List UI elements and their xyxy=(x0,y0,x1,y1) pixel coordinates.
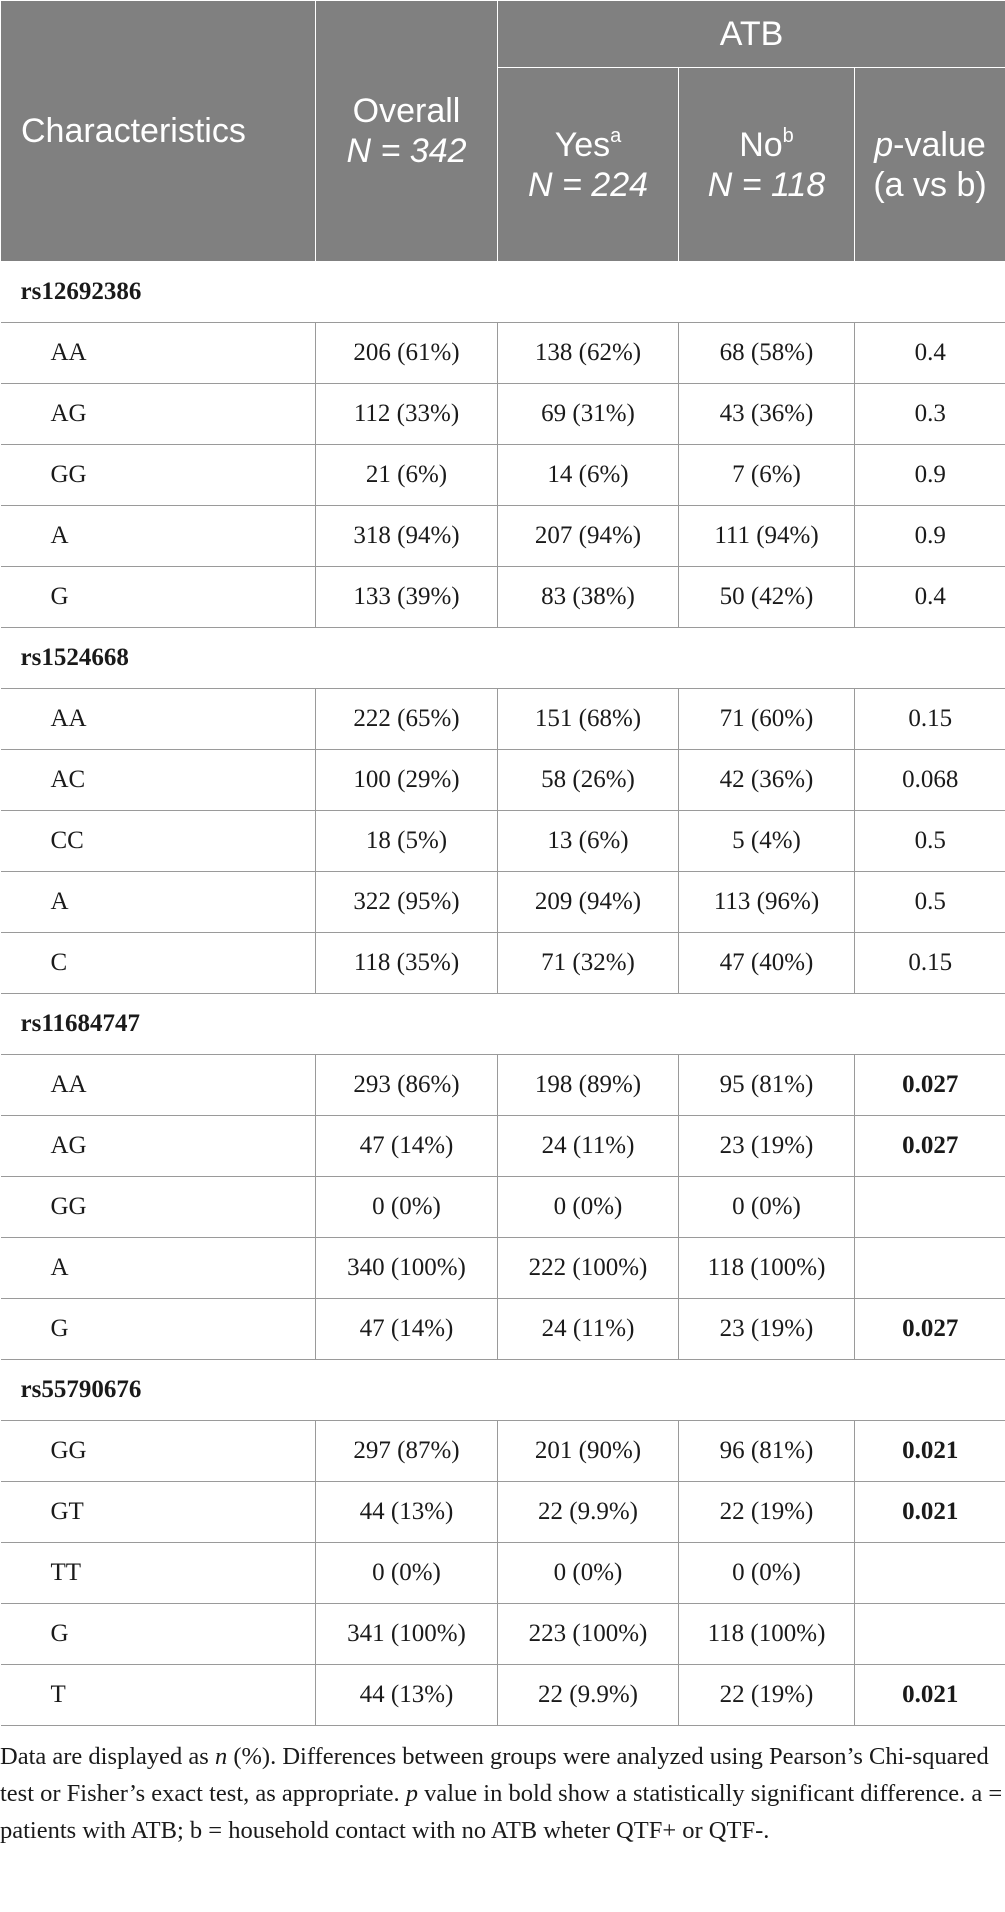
no-value: 95 (81%) xyxy=(679,1055,855,1116)
overall-value: 0 (0%) xyxy=(316,1543,498,1604)
yes-value: 58 (26%) xyxy=(498,750,679,811)
genotype-label: CC xyxy=(1,811,316,872)
header-no-n: N = 118 xyxy=(707,165,826,204)
no-value: 23 (19%) xyxy=(679,1116,855,1177)
p-value: 0.9 xyxy=(855,506,1005,567)
header-overall-n: N = 342 xyxy=(346,132,467,170)
table-row xyxy=(1,323,1005,384)
genotype-label: GT xyxy=(1,1482,316,1543)
footnote-n: n xyxy=(214,1743,228,1770)
header-yes-sup: a xyxy=(610,124,622,147)
yes-value: 13 (6%) xyxy=(498,811,679,872)
table-row xyxy=(1,1299,1005,1360)
genotype-label: G xyxy=(1,1299,316,1360)
no-value: 0 (0%) xyxy=(679,1177,855,1238)
genotype-label: GG xyxy=(1,445,316,506)
table-row xyxy=(1,384,1005,445)
p-value: 0.5 xyxy=(855,811,1005,872)
p-value: 0.027 xyxy=(855,1116,1005,1177)
header-no-sup: b xyxy=(782,124,794,147)
overall-value: 100 (29%) xyxy=(316,750,498,811)
genotype-label: T xyxy=(1,1665,316,1726)
no-value: 7 (6%) xyxy=(679,445,855,506)
yes-value: 222 (100%) xyxy=(498,1238,679,1299)
no-value: 5 (4%) xyxy=(679,811,855,872)
no-value: 0 (0%) xyxy=(679,1543,855,1604)
yes-value: 223 (100%) xyxy=(498,1604,679,1665)
p-value xyxy=(855,1604,1005,1665)
p-value: 0.4 xyxy=(855,567,1005,628)
no-value: 113 (96%) xyxy=(679,872,855,933)
p-value: 0.027 xyxy=(855,1055,1005,1116)
table-footnote xyxy=(0,1726,1005,1849)
header-overall-label: Overall xyxy=(352,92,461,130)
header-yes xyxy=(498,68,679,262)
yes-value: 207 (94%) xyxy=(498,506,679,567)
header-atb-group: ATB xyxy=(498,1,1005,68)
no-value: 71 (60%) xyxy=(679,689,855,750)
table-row xyxy=(1,1604,1005,1665)
overall-value: 206 (61%) xyxy=(316,323,498,384)
header-yes-n: N = 224 xyxy=(527,165,649,204)
footnote-part1: Data are displayed as xyxy=(0,1743,215,1770)
no-value: 47 (40%) xyxy=(679,933,855,994)
section-row xyxy=(1,994,1005,1055)
footnote-part2: (%). Differences between groups were analyzed using Pearson’s Chi-squared test or Fisher’s exact test, as appropriate. xyxy=(0,1743,989,1807)
no-value: 22 (19%) xyxy=(679,1482,855,1543)
p-value: 0.3 xyxy=(855,384,1005,445)
header-pvalue xyxy=(855,68,1005,262)
yes-value: 151 (68%) xyxy=(498,689,679,750)
overall-value: 118 (35%) xyxy=(316,933,498,994)
header-pvalue-p: p xyxy=(874,125,894,164)
yes-value: 209 (94%) xyxy=(498,872,679,933)
yes-value: 83 (38%) xyxy=(498,567,679,628)
table-row xyxy=(1,445,1005,506)
header-no-label: No xyxy=(739,125,783,164)
yes-value: 24 (11%) xyxy=(498,1299,679,1360)
table-row xyxy=(1,1177,1005,1238)
yes-value: 198 (89%) xyxy=(498,1055,679,1116)
table-row xyxy=(1,1421,1005,1482)
p-value: 0.068 xyxy=(855,750,1005,811)
no-value: 68 (58%) xyxy=(679,323,855,384)
table-row xyxy=(1,1482,1005,1543)
overall-value: 293 (86%) xyxy=(316,1055,498,1116)
table-row xyxy=(1,1665,1005,1726)
section-title: rs55790676 xyxy=(1,1360,1005,1421)
header-pvalue-rest: -value (a vs b) xyxy=(873,125,987,204)
table-row xyxy=(1,872,1005,933)
genotype-label: AC xyxy=(1,750,316,811)
overall-value: 21 (6%) xyxy=(316,445,498,506)
genotype-label: A xyxy=(1,872,316,933)
table-row xyxy=(1,689,1005,750)
no-value: 50 (42%) xyxy=(679,567,855,628)
overall-value: 112 (33%) xyxy=(316,384,498,445)
yes-value: 138 (62%) xyxy=(498,323,679,384)
no-value: 118 (100%) xyxy=(679,1238,855,1299)
table-row xyxy=(1,1238,1005,1299)
yes-value: 201 (90%) xyxy=(498,1421,679,1482)
overall-value: 44 (13%) xyxy=(316,1665,498,1726)
genotype-label: A xyxy=(1,506,316,567)
overall-value: 318 (94%) xyxy=(316,506,498,567)
genotype-label: TT xyxy=(1,1543,316,1604)
footnote-p: p xyxy=(405,1780,418,1807)
no-value: 42 (36%) xyxy=(679,750,855,811)
genotype-label: AG xyxy=(1,1116,316,1177)
overall-value: 341 (100%) xyxy=(316,1604,498,1665)
no-value: 23 (19%) xyxy=(679,1299,855,1360)
overall-value: 0 (0%) xyxy=(316,1177,498,1238)
genotype-label: GG xyxy=(1,1177,316,1238)
overall-value: 222 (65%) xyxy=(316,689,498,750)
header-overall xyxy=(316,1,498,262)
genotype-label: A xyxy=(1,1238,316,1299)
no-value: 96 (81%) xyxy=(679,1421,855,1482)
section-row xyxy=(1,628,1005,689)
no-value: 118 (100%) xyxy=(679,1604,855,1665)
genotype-label: C xyxy=(1,933,316,994)
no-value: 111 (94%) xyxy=(679,506,855,567)
p-value: 0.4 xyxy=(855,323,1005,384)
genotype-label: GG xyxy=(1,1421,316,1482)
table-row xyxy=(1,1543,1005,1604)
p-value: 0.5 xyxy=(855,872,1005,933)
yes-value: 22 (9.9%) xyxy=(498,1482,679,1543)
table-row xyxy=(1,811,1005,872)
table-row xyxy=(1,1055,1005,1116)
p-value xyxy=(855,1543,1005,1604)
yes-value: 0 (0%) xyxy=(498,1177,679,1238)
table-row xyxy=(1,1116,1005,1177)
table-row xyxy=(1,506,1005,567)
genotype-label: AA xyxy=(1,1055,316,1116)
p-value: 0.9 xyxy=(855,445,1005,506)
overall-value: 133 (39%) xyxy=(316,567,498,628)
overall-value: 340 (100%) xyxy=(316,1238,498,1299)
yes-value: 14 (6%) xyxy=(498,445,679,506)
section-title: rs12692386 xyxy=(1,262,1005,323)
section-row xyxy=(1,262,1005,323)
genotype-label: G xyxy=(1,567,316,628)
no-value: 43 (36%) xyxy=(679,384,855,445)
overall-value: 44 (13%) xyxy=(316,1482,498,1543)
no-value: 22 (19%) xyxy=(679,1665,855,1726)
yes-value: 0 (0%) xyxy=(498,1543,679,1604)
p-value xyxy=(855,1177,1005,1238)
section-title: rs1524668 xyxy=(1,628,1005,689)
section-title: rs11684747 xyxy=(1,994,1005,1055)
p-value: 0.15 xyxy=(855,689,1005,750)
genotype-label: AG xyxy=(1,384,316,445)
table-row xyxy=(1,750,1005,811)
yes-value: 24 (11%) xyxy=(498,1116,679,1177)
overall-value: 47 (14%) xyxy=(316,1116,498,1177)
genotype-label: G xyxy=(1,1604,316,1665)
header-yes-label: Yes xyxy=(554,125,611,164)
yes-value: 22 (9.9%) xyxy=(498,1665,679,1726)
p-value xyxy=(855,1238,1005,1299)
table-row xyxy=(1,933,1005,994)
overall-value: 18 (5%) xyxy=(316,811,498,872)
footnote-part3: value in bold show a statistically significant difference. a = patients with ATB; b = household contact with no ATB wheter QTF+ or QTF-. xyxy=(0,1780,1003,1844)
genotype-label: AA xyxy=(1,689,316,750)
p-value: 0.021 xyxy=(855,1482,1005,1543)
header-no xyxy=(679,68,855,262)
table-row xyxy=(1,567,1005,628)
overall-value: 297 (87%) xyxy=(316,1421,498,1482)
genotype-label: AA xyxy=(1,323,316,384)
table-header xyxy=(1,1,1005,262)
p-value: 0.15 xyxy=(855,933,1005,994)
yes-value: 71 (32%) xyxy=(498,933,679,994)
p-value: 0.021 xyxy=(855,1665,1005,1726)
yes-value: 69 (31%) xyxy=(498,384,679,445)
section-row xyxy=(1,1360,1005,1421)
p-value: 0.021 xyxy=(855,1421,1005,1482)
overall-value: 322 (95%) xyxy=(316,872,498,933)
header-characteristics: Characteristics xyxy=(1,1,316,262)
overall-value: 47 (14%) xyxy=(316,1299,498,1360)
p-value: 0.027 xyxy=(855,1299,1005,1360)
table-body xyxy=(1,262,1005,1726)
